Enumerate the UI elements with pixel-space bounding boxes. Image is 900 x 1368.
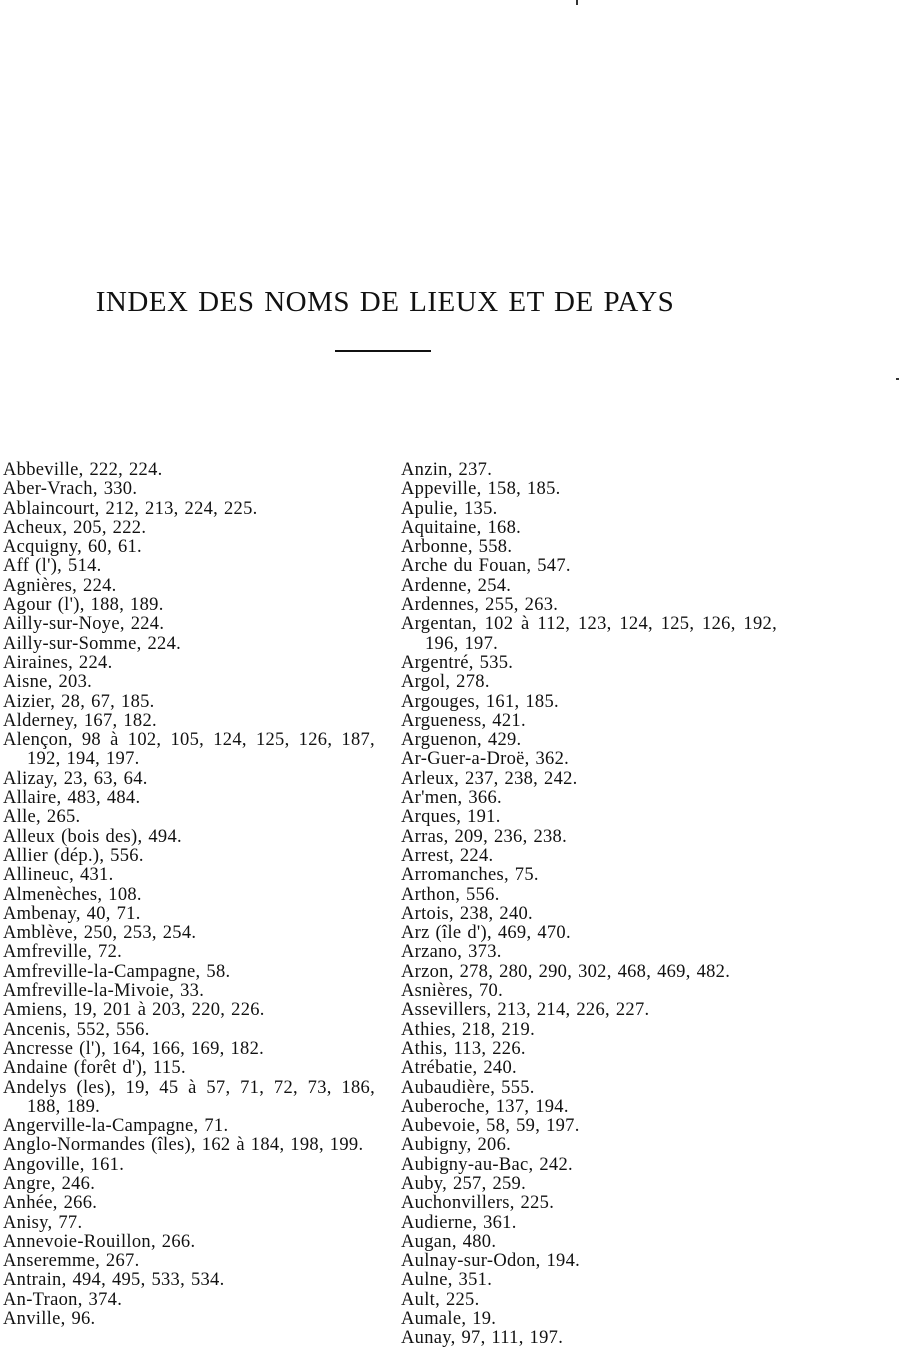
index-entry: Ault, 225.: [401, 1289, 480, 1310]
index-entry: Allineuc, 431.: [3, 865, 114, 886]
index-entry: Ailly-sur-Noye, 224.: [3, 614, 165, 635]
scan-mark: [896, 378, 899, 380]
index-entry: Amfreville-la-Mivoie, 33.: [3, 981, 205, 1002]
index-entry: Allier (dép.), 556.: [3, 845, 144, 866]
index-entry: Anisy, 77.: [3, 1212, 83, 1233]
index-entry: Aubaudière, 555.: [401, 1077, 535, 1098]
index-entry: Anhée, 266.: [3, 1193, 98, 1214]
index-entry: Arzon, 278, 280, 290, 302, 468, 469, 482.: [401, 961, 731, 982]
index-entry: Aff (l'), 514.: [3, 556, 102, 577]
index-entry: Auby, 257, 259.: [401, 1173, 527, 1194]
index-entry: Artois, 238, 240.: [401, 903, 533, 924]
index-entry: Augan, 480.: [401, 1231, 497, 1252]
index-entry: Aubevoie, 58, 59, 197.: [401, 1116, 580, 1137]
index-entry: Alderney, 167, 182.: [3, 710, 157, 731]
page-title: INDEX DES NOMS DE LIEUX ET DE PAYS: [95, 286, 675, 318]
index-entry: Angerville-la-Campagne, 71.: [3, 1116, 229, 1137]
index-entry: Andaine (forêt d'), 115.: [3, 1058, 186, 1079]
index-entry: Audierne, 361.: [401, 1212, 517, 1233]
index-entry: Aubigny, 206.: [401, 1135, 512, 1156]
index-entry: Aulne, 351.: [401, 1270, 493, 1291]
index-entry: Amfreville, 72.: [3, 942, 123, 963]
index-entry: Agour (l'), 188, 189.: [3, 595, 164, 616]
index-entry: Amblève, 250, 253, 254.: [3, 923, 197, 944]
index-entry: Aubigny-au-Bac, 242.: [401, 1154, 573, 1175]
index-entry: Abbeville, 222, 224.: [3, 460, 163, 480]
index-entry: Arzano, 373.: [401, 942, 502, 963]
index-entry: Antrain, 494, 495, 533, 534.: [3, 1270, 225, 1291]
index-entry: Almenèches, 108.: [3, 884, 142, 905]
index-entry: Arbonne, 558.: [401, 537, 513, 558]
index-entry: Ancresse (l'), 164, 166, 169, 182.: [3, 1038, 265, 1059]
index-entry: Aber-Vrach, 330.: [3, 479, 138, 500]
index-entry: Alizay, 23, 63, 64.: [3, 768, 148, 789]
index-entry: Aumale, 19.: [401, 1309, 497, 1330]
index-entry: Aisne, 203.: [3, 672, 93, 693]
index-entry: Athies, 218, 219.: [401, 1019, 536, 1040]
index-entry: Arromanches, 75.: [401, 865, 539, 886]
index-entry: Argouges, 161, 185.: [401, 691, 559, 712]
index-entry: Arques, 191.: [401, 807, 501, 828]
index-entry: Agnières, 224.: [3, 575, 117, 596]
index-entry: Anglo-Normandes (îles), 162 à 184, 198, 199.: [3, 1135, 364, 1156]
index-entry: Ablaincourt, 212, 213, 224, 225.: [3, 498, 258, 519]
index-entry: Angoville, 161.: [3, 1154, 125, 1175]
index-entry: Arleux, 237, 238, 242.: [401, 768, 578, 789]
index-entry: Amfreville-la-Campagne, 58.: [3, 961, 231, 982]
index-entry: Argueness, 421.: [401, 710, 526, 731]
index-entry: Amiens, 19, 201 à 203, 220, 226.: [3, 1000, 265, 1021]
index-entry: Argentan, 102 à 112, 123, 124, 125, 126, 192, 196, 197.: [401, 614, 777, 654]
index-entry: Ardennes, 255, 263.: [401, 595, 559, 616]
index-column-left: [3, 461, 375, 1329]
index-entry: An-Traon, 374.: [3, 1289, 123, 1310]
index-entry: Appeville, 158, 185.: [401, 479, 561, 500]
index-entry: Angre, 246.: [3, 1173, 96, 1194]
index-entry: Alençon, 98 à 102, 105, 124, 125, 126, 187, 192, 194, 197.: [3, 730, 375, 770]
scan-mark: [576, 0, 578, 5]
index-entry: Ar-Guer-a-Droë, 362.: [401, 749, 570, 770]
index-entry: Arrest, 224.: [401, 845, 494, 866]
index-entry: Ar'men, 366.: [401, 788, 502, 809]
index-entry: Argentré, 535.: [401, 652, 514, 673]
index-entry: Arras, 209, 236, 238.: [401, 826, 568, 847]
index-entry: Alle, 265.: [3, 807, 81, 828]
index-entry: Allaire, 483, 484.: [3, 788, 141, 809]
index-entry: Ancenis, 552, 556.: [3, 1019, 150, 1040]
index-entry: Arguenon, 429.: [401, 730, 522, 751]
index-entry: Aquitaine, 168.: [401, 517, 522, 538]
index-entry: Acquigny, 60, 61.: [3, 537, 142, 558]
index-entry: Alleux (bois des), 494.: [3, 826, 182, 847]
title-rule: [335, 350, 431, 352]
index-entry: Anseremme, 267.: [3, 1251, 140, 1272]
index-entry: Arz (île d'), 469, 470.: [401, 923, 571, 944]
index-entry: Anville, 96.: [3, 1309, 96, 1330]
index-entry: Aulnay-sur-Odon, 194.: [401, 1251, 581, 1272]
index-entry: Acheux, 205, 222.: [3, 517, 147, 538]
index-entry: Aizier, 28, 67, 185.: [3, 691, 155, 712]
index-entry: Aunay, 97, 111, 197.: [401, 1328, 564, 1349]
index-entry: Andelys (les), 19, 45 à 57, 71, 72, 73, 186, 188, 189.: [3, 1077, 375, 1117]
index-entry: Auberoche, 137, 194.: [401, 1096, 569, 1117]
index-entry: Anzin, 237.: [401, 460, 493, 480]
index-entry: Ambenay, 40, 71.: [3, 903, 141, 924]
index-entry: Airaines, 224.: [3, 652, 113, 673]
index-entry: Assevillers, 213, 214, 226, 227.: [401, 1000, 650, 1021]
index-entry: Atrébatie, 240.: [401, 1058, 517, 1079]
index-entry: Arche du Fouan, 547.: [401, 556, 571, 577]
index-entry: Athis, 113, 226.: [401, 1038, 526, 1059]
index-entry: Ardenne, 254.: [401, 575, 512, 596]
index-entry: Annevoie-Rouillon, 266.: [3, 1231, 196, 1252]
index-column-right: [401, 461, 777, 1349]
index-entry: Apulie, 135.: [401, 498, 498, 519]
index-entry: Auchonvillers, 225.: [401, 1193, 555, 1214]
index-entry: Arthon, 556.: [401, 884, 500, 905]
index-entry: Ailly-sur-Somme, 224.: [3, 633, 182, 654]
index-entry: Argol, 278.: [401, 672, 490, 693]
index-entry: Asnières, 70.: [401, 981, 504, 1002]
